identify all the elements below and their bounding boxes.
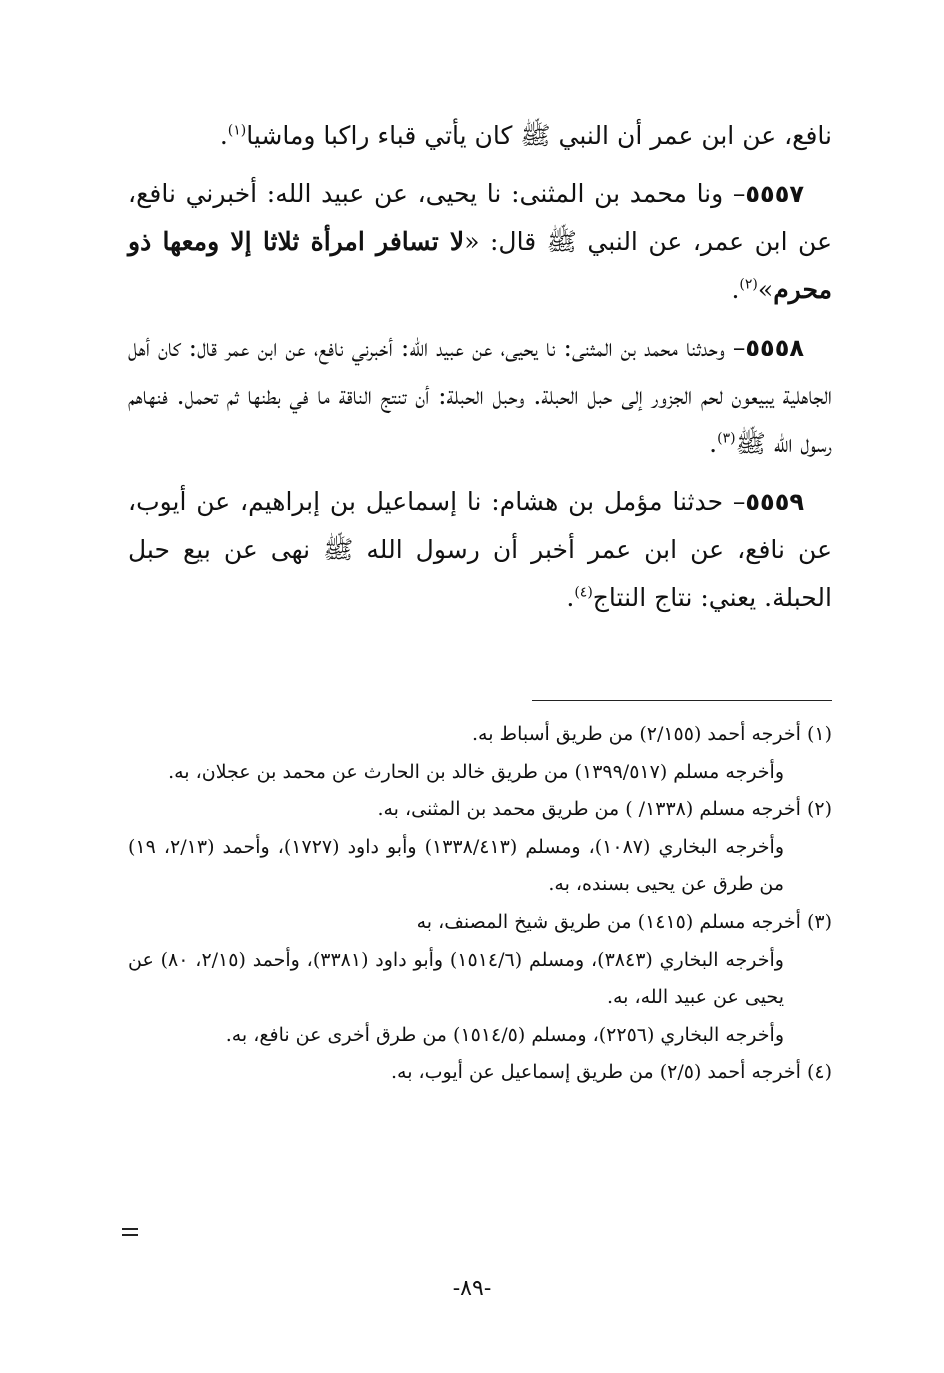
footnote-text: أخرجه أحمد (٢/٥) من طريق إسماعيل عن أيوب، به.	[390, 1061, 801, 1084]
footnote-text: وأخرجه البخاري (٢٢٥٦)، ومسلم (١٥١٤/٥) من طرق أخرى عن نافع، به.	[225, 1023, 784, 1046]
footnote-text: أخرجه مسلم (١٣٣٨/ ) من طريق محمد بن المثنى، به.	[377, 798, 801, 821]
hadith-paragraph: ٥٥٥٧– ونا محمد بن المثنى: نا يحيى، عن عبيد الله: أخبرني نافع، عن ابن عمر، عن النبي ﷺ قال: «لا تسافر امرأة ثلاثا إلا ومعها ذو محرم»$^{(٢)}$.	[128, 179, 832, 304]
continuation-mark	[122, 1228, 138, 1236]
footnote-ref[interactable]: (٤)	[574, 584, 593, 601]
footnote-label: (٤)	[806, 1061, 832, 1084]
footnote-text: وأخرجه البخاري (٣٨٤٣)، ومسلم (١٥١٤/٦) وأبو داود (٣٣٨١)، وأحمد (٢/١٥، ٨٠) عن يحيى عن عبيد الله، به.	[128, 948, 784, 1009]
footnote	[128, 1054, 832, 1092]
paragraph-text: – وحدثنا محمد بن المثنى: نا يحيى، عن عبيد الله: أخبرني نافع، عن ابن عمر قال: كان أهل الجاهلية يبيعون لحم الجزور إلى حبل الحبلة. وحبل الحبلة: أن تنتج الناقة ما في بطنها ثم تحمل. فنهاهم رسول الله ﷺ	[128, 333, 832, 458]
footnote-label: (٣)	[806, 910, 832, 933]
footnote-ref[interactable]: (١)	[227, 122, 247, 139]
hadith-paragraph: ٥٥٥٨– وحدثنا محمد بن المثنى: نا يحيى، عن عبيد الله: أخبرني نافع، عن ابن عمر قال: كان أهل الجاهلية يبيعون لحم الجزور إلى حبل الحبلة. وحبل الحبلة: أن تنتج الناقة ما في بطنها ثم تحمل. فنهاهم رسول الله ﷺ$^{(٣)}$.	[128, 333, 832, 458]
footnote-text: أخرجه مسلم (١٤١٥) من طريق شيخ المصنف، به	[416, 910, 801, 933]
paragraph-text: نافع، عن ابن عمر أن النبي ﷺ كان يأتي قباء راكبا وماشيا	[246, 121, 832, 150]
footnote	[128, 716, 832, 754]
footnote	[128, 754, 832, 792]
footnote	[128, 1017, 832, 1055]
hadith-paragraph: ٥٥٥٩– حدثنا مؤمل بن هشام: نا إسماعيل بن إبراهيم، عن أيوب، عن نافع، عن ابن عمر أخبر أن رسول الله ﷺ نهى عن بيع حبل الحبلة. يعني: نتاج النتاج$^{(٤)}$.	[128, 487, 832, 612]
page-number: -٨٩-	[452, 1276, 492, 1301]
footnote	[128, 904, 832, 942]
footnote-ref[interactable]: (٢)	[739, 276, 758, 293]
hadith-number: ٥٥٥٨	[745, 334, 804, 362]
footnote-label: (٢)	[806, 798, 832, 821]
footnote-label: (١)	[806, 723, 832, 745]
footnote-ref[interactable]: (٣)	[717, 430, 736, 447]
hadith-number: ٥٥٥٩	[745, 488, 804, 516]
main-text	[128, 112, 832, 632]
footnote-separator	[532, 700, 832, 701]
paragraph-text: – ونا محمد بن المثنى: نا يحيى، عن عبيد الله: أخبرني نافع، عن ابن عمر، عن النبي ﷺ قال: «	[128, 179, 832, 256]
footnote	[128, 791, 832, 829]
paragraph: نافع، عن ابن عمر أن النبي ﷺ كان يأتي قباء راكبا وماشيا$^{(١)}$.	[219, 121, 832, 150]
footnote	[128, 829, 832, 904]
footnote-text: وأخرجه مسلم (١٣٩٩/٥١٧) من طريق خالد بن الحارث عن محمد بن عجلان، به.	[168, 760, 784, 783]
paragraph-text: – حدثنا مؤمل بن هشام: نا إسماعيل بن إبراهيم، عن أيوب، عن نافع، عن ابن عمر أخبر أن رسول الله ﷺ نهى عن بيع حبل الحبلة. يعني: نتاج النتاج	[128, 487, 832, 612]
bold-quote: لا تسافر امرأة ثلاثا إلا ومعها ذو محرم	[128, 227, 832, 304]
footnote-text: أخرجه أحمد (٢/١٥٥) من طريق أسباط به.	[471, 723, 801, 745]
footnote-text: وأخرجه البخاري (١٠٨٧)، ومسلم (١٣٣٨/٤١٣) وأبو داود (١٧٢٧)، وأحمد (٢/١٣، ١٩) من طرق عن يحيى بسنده، به.	[128, 835, 785, 896]
footnotes	[128, 716, 832, 1092]
footnote	[128, 942, 832, 1017]
hadith-number: ٥٥٥٧	[745, 180, 804, 208]
